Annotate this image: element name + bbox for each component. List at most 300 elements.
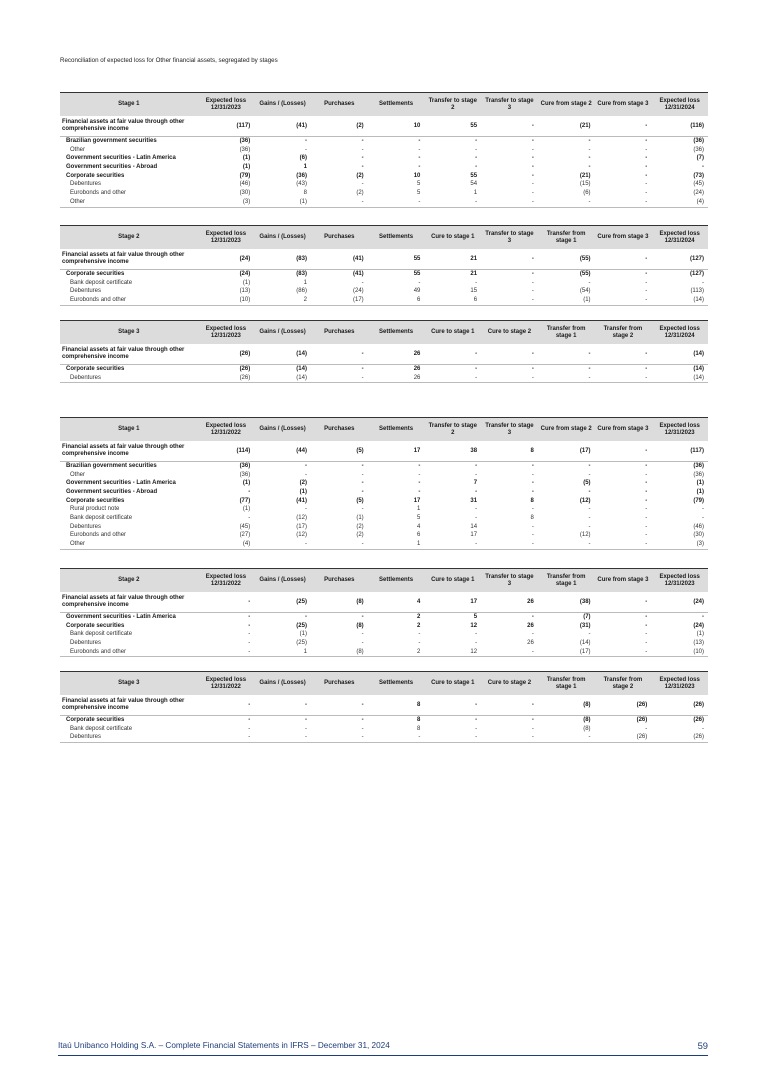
- table-cell: (12): [296, 532, 307, 539]
- table-cell: (14): [254, 344, 311, 365]
- table-cell: -: [645, 172, 648, 179]
- table-row: [60, 497, 708, 506]
- table-cell: (14): [296, 365, 307, 372]
- table-cell: 5: [417, 181, 421, 188]
- column-header: Stage 1: [118, 426, 140, 433]
- table-cell: 6: [417, 532, 421, 539]
- table-cell: (86): [296, 288, 307, 295]
- table-cell: (24): [693, 190, 704, 197]
- table-cell: -: [368, 733, 425, 742]
- column-header: Transfer from stage 2: [603, 325, 643, 339]
- table-cell: (127): [651, 249, 708, 270]
- table-cell: (36): [693, 137, 704, 144]
- table-cell: -: [531, 288, 534, 295]
- table-cell: (55): [579, 270, 591, 277]
- table-row: [60, 344, 708, 365]
- table-cell: -: [595, 441, 652, 462]
- table-cell: -: [645, 288, 648, 295]
- table-cell: (26): [198, 344, 255, 365]
- table-cell: -: [254, 733, 311, 742]
- table-cell: (41): [311, 249, 368, 270]
- row-label: Financial assets at fair value through other comprehensive income: [60, 592, 198, 613]
- table-cell: (36): [239, 471, 251, 478]
- table-cell: -: [588, 279, 591, 286]
- table-cell: (26): [239, 365, 251, 372]
- table-cell: -: [588, 471, 591, 478]
- table-cell: (1): [242, 279, 251, 286]
- table-cell: -: [645, 515, 648, 522]
- stage-3-2023-table: [60, 671, 708, 743]
- table-cell: -: [475, 725, 478, 732]
- table-cell: -: [475, 365, 478, 372]
- table-cell: (17): [538, 441, 595, 462]
- table-cell: (1): [242, 506, 251, 513]
- table-cell: (127): [689, 270, 704, 277]
- table-cell: -: [595, 198, 652, 207]
- column-header: Settlements: [379, 577, 414, 584]
- table-cell: (5): [311, 441, 368, 462]
- column-header: Stage 2: [118, 234, 140, 241]
- column-header: Transfer from stage 1: [546, 325, 586, 339]
- table-cell: -: [361, 279, 364, 286]
- table-cell: -: [475, 506, 478, 513]
- table-cell: -: [531, 613, 534, 620]
- table-cell: -: [595, 249, 652, 270]
- table-cell: -: [248, 622, 251, 629]
- table-cell: -: [702, 279, 704, 286]
- table-cell: (26): [595, 695, 652, 716]
- table-cell: (21): [538, 116, 595, 137]
- table-cell: -: [588, 146, 591, 153]
- table-row: [60, 154, 708, 163]
- table-cell: -: [418, 155, 421, 162]
- table-cell: -: [531, 462, 534, 469]
- table-cell: (27): [239, 532, 251, 539]
- table-cell: (8): [311, 592, 368, 613]
- table-cell: -: [645, 532, 648, 539]
- table-cell: -: [481, 249, 538, 270]
- table-cell: -: [304, 471, 307, 478]
- table-cell: -: [418, 471, 421, 478]
- table-cell: 26: [481, 592, 538, 613]
- table-cell: -: [475, 471, 478, 478]
- table-cell: 55: [413, 270, 421, 277]
- table-cell: 8: [417, 716, 421, 723]
- table-header-row: [60, 569, 708, 593]
- table-cell: -: [361, 631, 364, 638]
- column-header: Settlements: [379, 680, 414, 687]
- column-header: Transfer to stage 3: [485, 422, 534, 436]
- column-header: Cure to stage 1: [431, 680, 475, 687]
- table-cell: 1: [417, 506, 421, 513]
- table-cell: 26: [368, 344, 425, 365]
- table-cell: (25): [296, 639, 307, 646]
- stage-1-2023-table: [60, 417, 708, 550]
- table-cell: -: [645, 190, 648, 197]
- table-cell: (55): [538, 249, 595, 270]
- table-cell: -: [481, 296, 538, 305]
- column-header: Cure to stage 1: [431, 329, 475, 336]
- table-cell: 1: [303, 163, 307, 170]
- table-cell: -: [424, 733, 481, 742]
- row-label: Bank deposit certificate: [70, 725, 133, 732]
- table-cell: 6: [368, 296, 425, 305]
- table-cell: -: [531, 270, 534, 277]
- table-cell: -: [538, 198, 595, 207]
- table-cell: -: [475, 279, 478, 286]
- column-header: Expected loss 12/31/2023: [205, 325, 247, 339]
- table-cell: (3): [651, 540, 708, 549]
- table-cell: (8): [311, 648, 368, 657]
- table-cell: (36): [239, 462, 251, 469]
- table-cell: 2: [254, 296, 311, 305]
- column-header: Gains / (Losses): [259, 329, 306, 336]
- column-header: Transfer from stage 2: [603, 676, 643, 690]
- table-cell: -: [481, 648, 538, 657]
- table-cell: (43): [296, 181, 307, 188]
- table-cell: 55: [368, 249, 425, 270]
- table-cell: -: [531, 532, 534, 539]
- table-cell: (2): [356, 523, 364, 530]
- table-cell: (24): [353, 288, 364, 295]
- table-cell: -: [588, 631, 591, 638]
- table-cell: -: [645, 462, 648, 469]
- table-cell: (5): [356, 497, 364, 504]
- table-cell: (117): [651, 441, 708, 462]
- table-cell: 5: [473, 613, 478, 620]
- column-header: Purchases: [324, 426, 355, 433]
- table-row: [60, 716, 708, 725]
- row-label: Rural product note: [70, 506, 120, 513]
- table-cell: -: [361, 471, 364, 478]
- table-cell: (2): [299, 480, 307, 487]
- table-cell: -: [531, 365, 534, 372]
- column-header: Expected loss 12/31/2023: [205, 230, 247, 244]
- table-cell: -: [702, 506, 704, 513]
- table-cell: -: [645, 725, 648, 732]
- table-row: [60, 249, 708, 270]
- column-header: Expected loss 12/31/2024: [659, 230, 700, 244]
- table-cell: -: [361, 181, 364, 188]
- table-cell: (26): [198, 374, 255, 383]
- column-header: Cure from stage 3: [597, 426, 649, 433]
- table-row: [60, 471, 708, 480]
- table-cell: 14: [470, 523, 478, 530]
- table-cell: (14): [254, 374, 311, 383]
- table-cell: -: [304, 613, 307, 620]
- stage-3-2024-table: [60, 320, 708, 383]
- table-cell: 2: [368, 648, 425, 657]
- column-header: Purchases: [324, 329, 355, 336]
- row-label: Debentures: [70, 288, 102, 295]
- table-cell: -: [531, 631, 534, 638]
- table-cell: (36): [693, 471, 704, 478]
- column-header: Purchases: [324, 577, 355, 584]
- table-cell: (1): [696, 631, 704, 638]
- table-cell: (2): [356, 172, 364, 179]
- table-cell: -: [198, 648, 255, 657]
- table-cell: -: [702, 725, 704, 732]
- table-cell: -: [531, 471, 534, 478]
- column-header: Transfer to stage 3: [485, 573, 534, 587]
- table-cell: -: [311, 733, 368, 742]
- table-header-row: [60, 672, 708, 696]
- table-cell: -: [645, 146, 648, 153]
- table-cell: -: [645, 622, 648, 629]
- table-cell: -: [645, 488, 648, 495]
- table-cell: -: [361, 146, 364, 153]
- table-cell: 8: [417, 725, 421, 732]
- table-cell: 12: [470, 622, 478, 629]
- table-cell: (25): [254, 592, 311, 613]
- table-cell: -: [531, 488, 534, 495]
- table-cell: 2: [417, 613, 421, 620]
- table-cell: (45): [239, 523, 251, 530]
- table-cell: (83): [296, 270, 307, 277]
- table-cell: 6: [424, 296, 481, 305]
- table-cell: (21): [579, 172, 591, 179]
- stage-2-2023-table: [60, 568, 708, 657]
- table-cell: (73): [693, 172, 704, 179]
- table-cell: (46): [693, 523, 704, 530]
- table-cell: 8: [481, 441, 538, 462]
- table-cell: -: [248, 631, 251, 638]
- table-cell: -: [481, 116, 538, 137]
- table-cell: (45): [693, 181, 704, 188]
- table-cell: -: [418, 488, 421, 495]
- row-label: Debentures: [70, 639, 102, 646]
- table-cell: (116): [651, 116, 708, 137]
- table-cell: -: [531, 181, 534, 188]
- table-row: [60, 270, 708, 279]
- table-cell: (36): [693, 146, 704, 153]
- table-cell: 8: [368, 695, 425, 716]
- table-cell: -: [475, 146, 478, 153]
- table-cell: -: [538, 733, 595, 742]
- table-cell: (4): [651, 198, 708, 207]
- table-cell: (26): [651, 733, 708, 742]
- table-row: [60, 630, 708, 639]
- table-cell: (13): [693, 639, 704, 646]
- column-header: Cure from stage 3: [597, 234, 649, 241]
- table-cell: -: [588, 523, 591, 530]
- table-cell: -: [424, 540, 481, 549]
- table-cell: (2): [356, 532, 364, 539]
- table-cell: 7: [473, 480, 478, 487]
- table-cell: -: [531, 506, 534, 513]
- table-cell: -: [595, 296, 652, 305]
- table-cell: -: [531, 146, 534, 153]
- column-header: Transfer from stage 1: [546, 230, 586, 244]
- table-cell: -: [481, 695, 538, 716]
- table-cell: -: [645, 639, 648, 646]
- table-cell: -: [538, 344, 595, 365]
- table-cell: -: [248, 716, 251, 723]
- table-cell: -: [311, 374, 368, 383]
- table-cell: (26): [651, 695, 708, 716]
- table-cell: 21: [470, 270, 478, 277]
- table-cell: (6): [299, 155, 307, 162]
- table-cell: 1: [368, 540, 425, 549]
- table-cell: (13): [239, 288, 251, 295]
- table-cell: (1): [242, 155, 251, 162]
- table-cell: -: [588, 488, 591, 495]
- table-cell: (2): [311, 116, 368, 137]
- row-label: Financial assets at fair value through other comprehensive income: [60, 344, 198, 365]
- column-header: Transfer to stage 3: [485, 97, 534, 111]
- column-header: Expected loss 12/31/2023: [659, 676, 700, 690]
- row-label: Government securities - Latin America: [66, 155, 176, 162]
- table-cell: 5: [417, 515, 421, 522]
- column-header: Expected loss 12/31/2024: [659, 325, 700, 339]
- table-cell: (17): [296, 523, 307, 530]
- table-cell: -: [424, 374, 481, 383]
- table-row: [60, 523, 708, 532]
- table-cell: (17): [311, 296, 368, 305]
- table-row: [60, 532, 708, 541]
- table-cell: (1): [696, 488, 704, 495]
- table-cell: -: [424, 344, 481, 365]
- table-row: [60, 725, 708, 734]
- table-cell: -: [645, 497, 648, 504]
- table-cell: -: [304, 137, 307, 144]
- row-label: Other: [70, 471, 86, 478]
- row-label: Other: [60, 540, 198, 549]
- table-cell: -: [481, 733, 538, 742]
- table-cell: -: [645, 613, 648, 620]
- table-cell: -: [304, 462, 307, 469]
- column-header: Gains / (Losses): [259, 426, 306, 433]
- table-cell: 8: [530, 515, 534, 522]
- table-cell: -: [645, 471, 648, 478]
- table-cell: -: [304, 716, 307, 723]
- table-row: [60, 180, 708, 189]
- table-cell: -: [538, 374, 595, 383]
- table-row: [60, 479, 708, 488]
- column-header: Stage 2: [118, 577, 140, 584]
- row-label: Eurobonds and other: [70, 190, 127, 197]
- column-header: Expected loss 12/31/2023: [659, 573, 700, 587]
- table-cell: -: [198, 695, 255, 716]
- table-cell: -: [531, 190, 534, 197]
- table-cell: (36): [693, 462, 704, 469]
- caption: Reconciliation of expected loss for Other financial assets, segregated by stages: [60, 57, 278, 64]
- table-cell: (15): [579, 181, 591, 188]
- table-cell: (3): [198, 198, 255, 207]
- column-header: Cure to stage 2: [487, 680, 532, 687]
- table-cell: (46): [239, 181, 251, 188]
- table-cell: (26): [693, 716, 704, 723]
- table-cell: (41): [353, 270, 364, 277]
- table-cell: -: [424, 198, 481, 207]
- table-cell: (31): [579, 622, 591, 629]
- table-cell: (17): [538, 648, 595, 657]
- table-cell: 1: [303, 279, 307, 286]
- table-cell: (4): [198, 540, 255, 549]
- table-cell: (30): [693, 532, 704, 539]
- table-cell: (14): [693, 365, 704, 372]
- table-row: [60, 163, 708, 172]
- table-cell: 1: [473, 190, 478, 197]
- table-cell: -: [198, 733, 255, 742]
- column-header: Cure to stage 2: [487, 329, 532, 336]
- table-cell: -: [418, 631, 421, 638]
- table-cell: -: [481, 344, 538, 365]
- row-label: Debentures: [70, 181, 102, 188]
- table-cell: -: [645, 480, 648, 487]
- table-row: [60, 505, 708, 514]
- table-cell: 17: [368, 441, 425, 462]
- row-label: Eurobonds and other: [60, 648, 198, 657]
- table-cell: -: [418, 279, 421, 286]
- table-cell: (26): [595, 733, 652, 742]
- table-cell: (10): [651, 648, 708, 657]
- table-cell: -: [538, 540, 595, 549]
- table-cell: -: [702, 515, 704, 522]
- table-cell: (1): [299, 631, 307, 638]
- table-cell: (8): [583, 725, 591, 732]
- table-cell: -: [368, 198, 425, 207]
- table-row: [60, 514, 708, 523]
- table-cell: -: [531, 480, 534, 487]
- table-row: [60, 198, 708, 207]
- column-header: Expected loss 12/31/2023: [205, 97, 247, 111]
- table-cell: -: [588, 365, 591, 372]
- table-cell: -: [588, 137, 591, 144]
- table-cell: (117): [198, 116, 255, 137]
- table-cell: (7): [696, 155, 704, 162]
- table-cell: -: [531, 155, 534, 162]
- table-cell: -: [595, 648, 652, 657]
- table-cell: 17: [424, 592, 481, 613]
- table-cell: -: [645, 163, 648, 170]
- table-cell: -: [361, 365, 364, 372]
- table-cell: -: [595, 344, 652, 365]
- table-cell: (12): [579, 532, 591, 539]
- table-row: [60, 279, 708, 288]
- table-cell: (41): [254, 116, 311, 137]
- table-cell: -: [531, 172, 534, 179]
- table-cell: -: [475, 515, 478, 522]
- table-row: [60, 639, 708, 648]
- table-row: [60, 733, 708, 742]
- table-cell: -: [645, 506, 648, 513]
- row-label: Other: [70, 146, 86, 153]
- table-cell: (24): [693, 622, 704, 629]
- table-cell: (38): [538, 592, 595, 613]
- table-cell: -: [418, 639, 421, 646]
- table-cell: -: [361, 462, 364, 469]
- table-cell: -: [475, 716, 478, 723]
- table-cell: -: [361, 488, 364, 495]
- table-cell: -: [361, 137, 364, 144]
- table-row: [60, 540, 708, 549]
- table-cell: (24): [239, 270, 251, 277]
- table-cell: 17: [470, 532, 478, 539]
- table-cell: 49: [413, 288, 421, 295]
- table-cell: -: [254, 540, 311, 549]
- table-cell: -: [248, 639, 251, 646]
- table-cell: (77): [239, 497, 251, 504]
- row-label: Eurobonds and other: [70, 532, 127, 539]
- table-cell: (79): [239, 172, 251, 179]
- table-cell: -: [248, 488, 251, 495]
- column-header: Transfer to stage 3: [485, 230, 534, 244]
- table-cell: -: [531, 137, 534, 144]
- table-cell: -: [588, 155, 591, 162]
- stage-1-2024-table: [60, 92, 708, 208]
- table-cell: -: [418, 480, 421, 487]
